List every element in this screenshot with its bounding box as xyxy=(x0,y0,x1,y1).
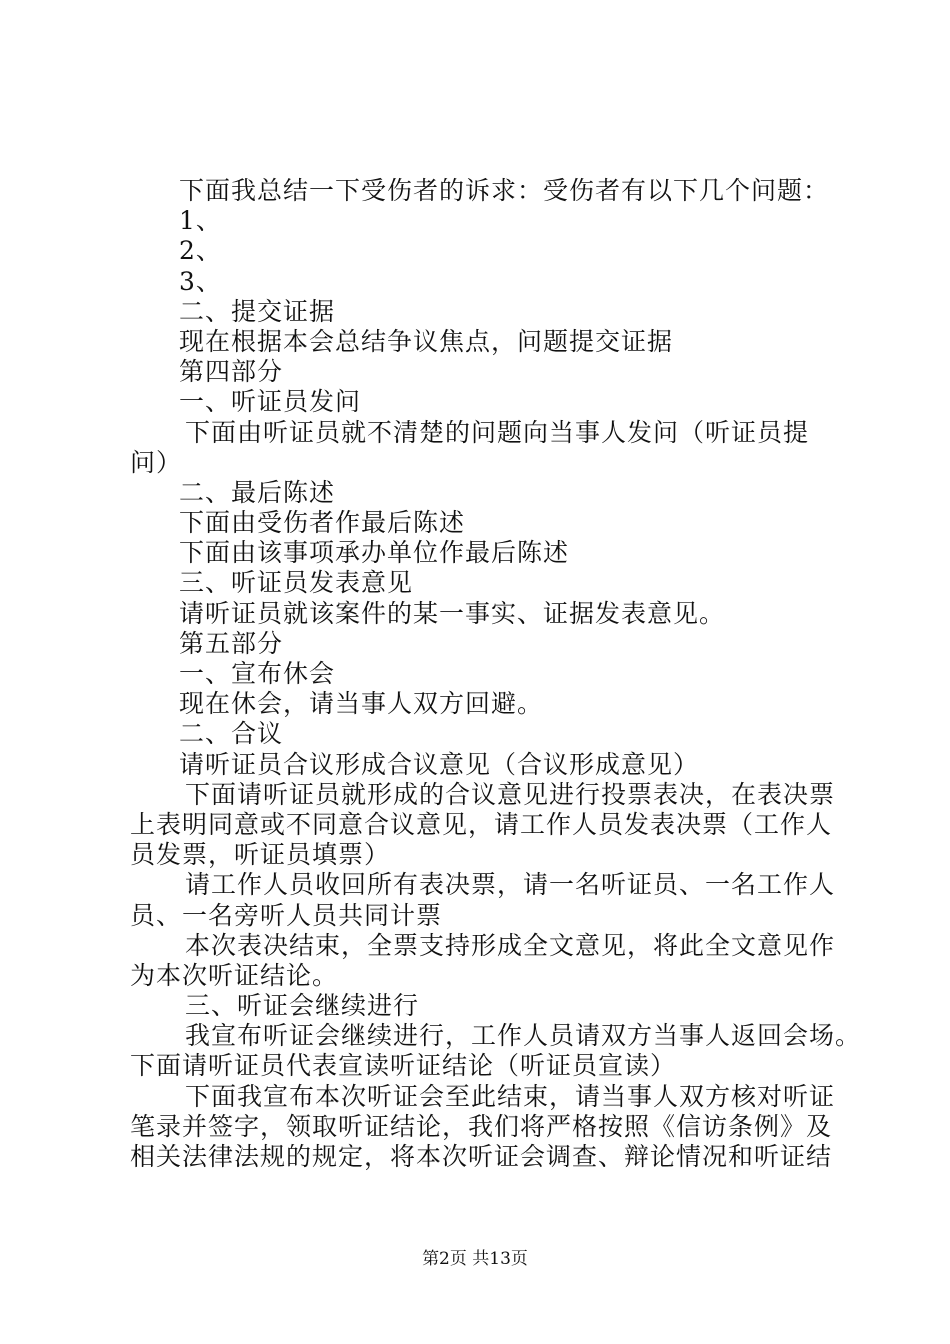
text-line: 本次表决结束，全票支持形成全文意见，将此全文意见作 xyxy=(185,930,836,960)
document-body xyxy=(130,176,862,1172)
text-line: 2、 xyxy=(179,236,222,266)
part-heading: 第五部分 xyxy=(179,628,284,658)
section-heading: 一、听证员发问 xyxy=(179,387,362,417)
page-number: 第2页 共13页 xyxy=(422,1249,528,1269)
text-line: 下面由该事项承办单位作最后陈述 xyxy=(179,538,570,568)
part-heading: 第四部分 xyxy=(179,357,284,387)
page-footer xyxy=(0,1244,950,1269)
text-line: 相关法律法规的规定，将本次听证会调查、辩论情况和听证结 xyxy=(130,1142,833,1171)
text-line: 笔录并签字，领取听证结论，我们将严格按照《信访条例》及 xyxy=(130,1111,833,1141)
text-line: 请工作人员收回所有表决票，请一名听证员、一名工作人 xyxy=(185,870,836,900)
section-heading: 二、合议 xyxy=(179,719,284,749)
text-line: 下面请听证员就形成的合议意见进行投票表决，在表决票 xyxy=(185,779,836,809)
text-line: 员、一名旁听人员共同计票 xyxy=(130,900,443,930)
text-line: 下面由听证员就不清楚的问题向当事人发问（听证员提 xyxy=(185,417,810,447)
text-line: 1、 xyxy=(179,206,222,236)
text-line: 3、 xyxy=(179,266,222,296)
text-line: 现在休会，请当事人双方回避。 xyxy=(179,689,544,719)
section-heading: 一、宣布休会 xyxy=(179,659,336,688)
text-line: 员发票，听证员填票） xyxy=(130,840,391,870)
text-line: 我宣布听证会继续进行，工作人员请双方当事人返回会场。 xyxy=(185,1021,862,1051)
text-line: 请听证员合议形成合议意见（合议形成意见） xyxy=(179,749,700,779)
text-line: 下面我总结一下受伤者的诉求：受伤者有以下几个问题： xyxy=(179,176,830,205)
section-heading: 二、最后陈述 xyxy=(179,477,336,507)
text-line: 问） xyxy=(130,447,183,477)
text-line: 现在根据本会总结争议焦点，问题提交证据 xyxy=(179,326,674,356)
section-heading: 三、听证员发表意见 xyxy=(179,568,414,598)
section-heading: 三、听证会继续进行 xyxy=(185,991,420,1021)
text-line: 下面由受伤者作最后陈述 xyxy=(179,508,466,538)
section-heading: 二、提交证据 xyxy=(179,296,336,326)
text-line: 请听证员就该案件的某一事实、证据发表意见。 xyxy=(179,598,726,628)
text-line: 下面我宣布本次听证会至此结束，请当事人双方核对听证 xyxy=(185,1081,836,1111)
text-line: 上表明同意或不同意合议意见，请工作人员发表决票（工作人 xyxy=(130,809,833,839)
text-line: 下面请听证员代表宣读听证结论（听证员宣读） xyxy=(130,1051,677,1081)
text-line: 为本次听证结论。 xyxy=(130,960,339,990)
